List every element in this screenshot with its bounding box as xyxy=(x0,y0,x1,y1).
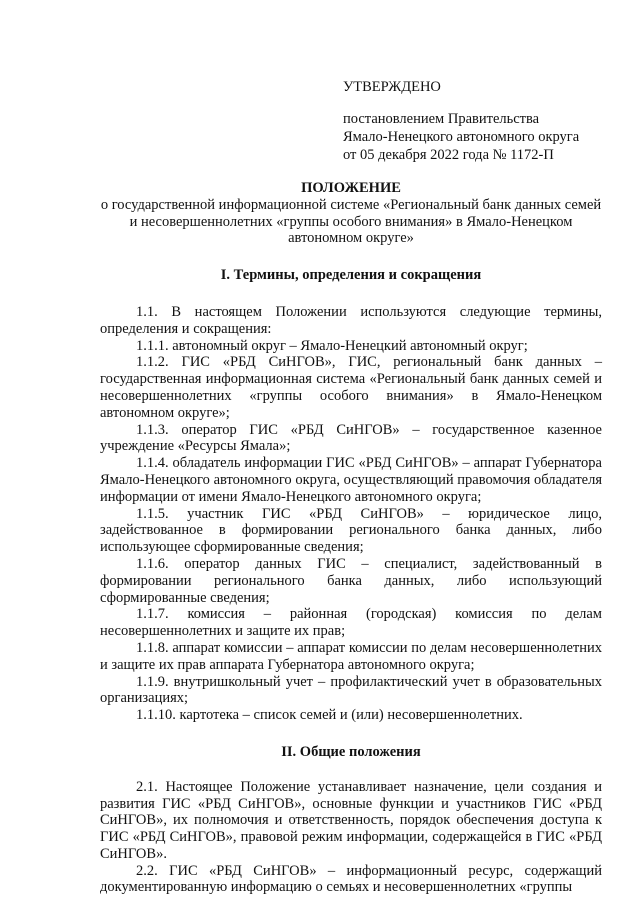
section-heading: I. Термины, определения и сокращения xyxy=(220,267,482,284)
paragraph: 1.1.9. внутришкольный учет – профилактический учет в образовательных организациях; xyxy=(100,673,602,707)
paragraph: 2.2. ГИС «РБД СиНГОВ» – информационный ресурс, содержащий документированную информацию о семьях и несовершеннолетних «группы xyxy=(100,862,602,896)
document-title: ПОЛОЖЕНИЕ xyxy=(301,180,401,196)
paragraph: 1.1.8. аппарат комиссии – аппарат комиссии по делам несовершеннолетних и защите их прав аппарата Губернатора автономного округа; xyxy=(100,639,602,673)
paragraph: 1.1.7. комиссия – районная (городская) комиссия по делам несовершеннолетних и защите их прав; xyxy=(100,606,602,640)
section-heading: II. Общие положения xyxy=(281,743,421,760)
approval-line: от 05 декабря 2022 года № 1172-П xyxy=(343,147,554,163)
paragraph: 1.1.1. автономный округ – Ямало-Ненецкий автономный округ; xyxy=(136,337,528,354)
paragraph: 1.1.3. оператор ГИС «РБД СиНГОВ» – государственное казенное учреждение «Ресурсы Ямала»; xyxy=(100,421,602,455)
paragraph: 1.1.6. оператор данных ГИС – специалист, задействованный в формировании регионального банка данных, либо использующий сформированные сведения; xyxy=(100,555,602,606)
paragraph: 1.1.4. обладатель информации ГИС «РБД СиНГОВ» – аппарат Губернатора Ямало-Ненецкого автономного округа, осуществляющий правомочия обладателя информации от имени Ямало-Ненецкого автономного округа; xyxy=(100,455,602,505)
document-body xyxy=(100,180,602,896)
paragraph: 1.1.5. участник ГИС «РБД СиНГОВ» – юридическое лицо, задействованное в формировании регионального банка данных, либо использующее сформированные сведения; xyxy=(100,505,602,556)
approval-line: постановлением Правительства xyxy=(343,111,540,127)
paragraph: 1.1.2. ГИС «РБД СиНГОВ», ГИС, региональный банк данных – государственная информационная система «Региональный банк данных семей и несовершеннолетних «группы особого внимания» в Ямало-Ненецком автономном округе»; xyxy=(100,354,602,421)
approval-block xyxy=(343,78,579,164)
paragraph: 2.1. Настоящее Положение устанавливает назначение, цели создания и развития ГИС «РБД СиНГОВ», основные функции и участников ГИС «РБД СиНГОВ», их полномочия и ответственность, порядок обеспечения доступа к ГИС «РБД СиНГОВ», правовой режим информации, содержащейся в ГИС «РБД СиНГОВ». xyxy=(100,778,602,862)
document-subtitle: о государственной информационной системе «Региональный банк данных семей и несовершеннолетних «группы особого внимания» в Ямало-Ненецком автономном округе» xyxy=(100,196,602,247)
approval-line: Ямало-Ненецкого автономного округа xyxy=(343,129,580,145)
paragraph: 1.1.10. картотека – список семей и (или) несовершеннолетних. xyxy=(136,707,523,724)
approval-title: УТВЕРЖДЕНО xyxy=(343,79,441,95)
paragraph: 1.1. В настоящем Положении используются следующие термины, определения и сокращения: xyxy=(100,303,602,337)
